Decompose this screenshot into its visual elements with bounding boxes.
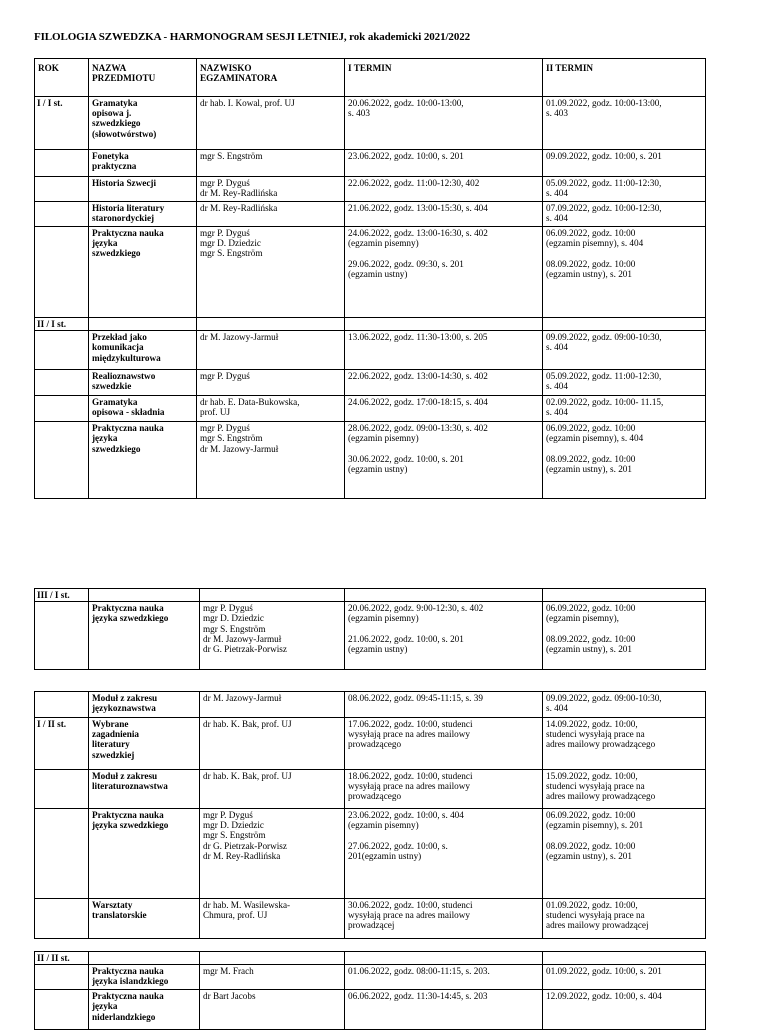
subject-cell: Fonetyka praktyczna [89,150,197,177]
empty-cell [35,770,89,809]
table-row [35,965,706,990]
term1-cell: 01.06.2022, godz. 08:00-11:15, s. 203. [345,965,543,990]
empty-cell [200,589,345,602]
empty-cell [35,370,89,396]
subject-cell: Praktyczna nauka języka niderlandzkiego [89,990,200,1030]
table-row [35,899,706,939]
header-term2: II TERMIN [543,59,706,97]
empty-cell [543,318,706,331]
subject-cell: Historia Szwecji [89,177,197,202]
empty-cell [35,692,89,718]
term1-cell: 22.06.2022, godz. 11:00-12:30, 402 [345,177,543,202]
header-term1: I TERMIN [345,59,543,97]
table-row [35,718,706,770]
subject-cell: Praktyczna nauka języka szwedzkiego [89,809,200,899]
term2-cell: 14.09.2022, godz. 10:00, studenci wysyłają prace na adres mailowy prowadzącego [543,718,706,770]
empty-cell [35,227,89,318]
examiner-cell: mgr P. Dyguś dr M. Rey-Radlińska [197,177,345,202]
examiner-cell: dr Bart Jacobs [200,990,345,1030]
empty-cell [35,396,89,422]
term2-cell: 05.09.2022, godz. 11:00-12:30, s. 404 [543,370,706,396]
subject-cell: Moduł z zakresu literaturoznawstwa [89,770,200,809]
subject-cell: Historia literatury staronordyckiej [89,202,197,227]
term1-cell: 23.06.2022, godz. 10:00, s. 404 (egzamin pisemny) 27.06.2022, godz. 10:00, s. 201(egzamin ustny) [345,809,543,899]
examiner-cell: mgr P. Dyguś [197,370,345,396]
term2-cell: 01.09.2022, godz. 10:00-13:00, s. 403 [543,97,706,150]
schedule-table-4 [34,951,706,1030]
subject-cell: Warsztaty translatorskie [89,899,200,939]
term2-cell: 09.09.2022, godz. 10:00, s. 201 [543,150,706,177]
examiner-cell: dr hab. K. Bak, prof. UJ [200,770,345,809]
term1-cell: 20.06.2022, godz. 10:00-13:00, s. 403 [345,97,543,150]
term2-cell: 07.09.2022, godz. 10:00-12:30, s. 404 [543,202,706,227]
year-label: III / I st. [35,589,89,602]
term2-cell: 01.09.2022, godz. 10:00, s. 201 [543,965,706,990]
section-row [35,318,706,331]
empty-cell [543,952,706,965]
empty-cell [200,952,345,965]
empty-cell [35,331,89,370]
subject-cell: Praktyczna nauka języka szwedzkiego [89,422,197,499]
header-subject: NAZWA PRZEDMIOTU [89,59,197,97]
term1-cell: 24.06.2022, godz. 17:00-18:15, s. 404 [345,396,543,422]
term2-cell: 05.09.2022, godz. 11:00-12:30, s. 404 [543,177,706,202]
empty-cell [35,899,89,939]
section-row [35,589,706,602]
document-title: FILOLOGIA SZWEDZKA - HARMONOGRAM SESJI LETNIEJ, rok akademicki 2021/2022 [34,31,471,43]
examiner-cell: mgr P. Dyguś mgr D. Dziedzic mgr S. Engström [197,227,345,318]
table-row [35,202,706,227]
empty-cell [35,150,89,177]
term1-cell: 17.06.2022, godz. 10:00, studenci wysyłają prace na adres mailowy prowadzącego [345,718,543,770]
subject-cell: Wybrane zagadnienia literatury szwedzkiej [89,718,200,770]
year-label: I / II st. [35,718,89,770]
table-row [35,809,706,899]
empty-cell [35,422,89,499]
empty-cell [35,602,89,670]
table-row [35,422,706,499]
examiner-cell: mgr M. Frach [200,965,345,990]
empty-cell [89,952,200,965]
schedule-table-2 [34,588,706,670]
term1-cell: 23.06.2022, godz. 10:00, s. 201 [345,150,543,177]
term2-cell: 02.09.2022, godz. 10:00- 11.15, s. 404 [543,396,706,422]
examiner-cell: mgr P. Dyguś mgr D. Dziedzic mgr S. Engström dr M. Jazowy-Jarmuł dr G. Pietrzak-Porwisz [200,602,345,670]
empty-cell [35,202,89,227]
empty-cell [35,965,89,990]
empty-cell [345,318,543,331]
examiner-cell: dr M. Rey-Radlińska [197,202,345,227]
table-row [35,602,706,670]
term2-cell: 06.09.2022, godz. 10:00 (egzamin pisemny), s. 201 08.09.2022, godz. 10:00 (egzamin ustny), s. 201 [543,809,706,899]
subject-cell: Przekład jako komunikacja międzykulturowa [89,331,197,370]
empty-cell [197,318,345,331]
term1-cell: 30.06.2022, godz. 10:00, studenci wysyłają prace na adres mailowy prowadzącej [345,899,543,939]
term1-cell: 18.06.2022, godz. 10:00, studenci wysyłają prace na adres mailowy prowadzącego [345,770,543,809]
header-rok: ROK [35,59,89,97]
table-row [35,97,706,150]
empty-cell [89,589,200,602]
examiner-cell: dr hab. E. Data-Bukowska, prof. UJ [197,396,345,422]
examiner-cell: dr hab. M. Wasilewska- Chmura, prof. UJ [200,899,345,939]
year-label: II / II st. [35,952,89,965]
table-row [35,331,706,370]
empty-cell [345,589,543,602]
empty-cell [35,177,89,202]
term2-cell: 06.09.2022, godz. 10:00 (egzamin pisemny), 08.09.2022, godz. 10:00 (egzamin ustny), s. 201 [543,602,706,670]
term2-cell: 12.09.2022, godz. 10:00, s. 404 [543,990,706,1030]
examiner-cell: dr hab. K. Bak, prof. UJ [200,718,345,770]
term2-cell: 01.09.2022, godz. 10:00, studenci wysyłają prace na adres mailowy prowadzącej [543,899,706,939]
empty-cell [35,809,89,899]
subject-cell: Realioznawstwo szwedzkie [89,370,197,396]
subject-cell: Moduł z zakresu językoznawstwa [89,692,200,718]
subject-cell: Praktyczna nauka języka islandzkiego [89,965,200,990]
empty-cell [543,589,706,602]
term1-cell: 24.06.2022, godz. 13:00-16:30, s. 402 (egzamin pisemny) 29.06.2022, godz. 09:30, s. 201 (egzamin ustny) [345,227,543,318]
year-label: I / I st. [35,97,89,150]
term2-cell: 06.09.2022, godz. 10:00 (egzamin pisemny), s. 404 08.09.2022, godz. 10:00 (egzamin ustny), s. 201 [543,227,706,318]
section-row [35,952,706,965]
empty-cell [89,318,197,331]
subject-cell: Praktyczna nauka języka szwedzkiego [89,602,200,670]
schedule-table-3 [34,691,706,939]
term1-cell: 13.06.2022, godz. 11:30-13:00, s. 205 [345,331,543,370]
examiner-cell: dr M. Jazowy-Jarmuł [197,331,345,370]
term1-cell: 20.06.2022, godz. 9:00-12:30, s. 402 (egzamin pisemny) 21.06.2022, godz. 10:00, s. 201 (egzamin ustny) [345,602,543,670]
schedule-table-1 [34,58,706,499]
table-row [35,396,706,422]
term1-cell: 28.06.2022, godz. 09:00-13:30, s. 402 (egzamin pisemny) 30.06.2022, godz. 10:00, s. 201 (egzamin ustny) [345,422,543,499]
year-label: II / I st. [35,318,89,331]
table-row [35,177,706,202]
term1-cell: 21.06.2022, godz. 13:00-15:30, s. 404 [345,202,543,227]
term1-cell: 06.06.2022, godz. 11:30-14:45, s. 203 [345,990,543,1030]
subject-cell: Praktyczna nauka języka szwedzkiego [89,227,197,318]
term2-cell: 15.09.2022, godz. 10:00, studenci wysyłają prace na adres mailowy prowadzącego [543,770,706,809]
empty-cell [345,952,543,965]
examiner-cell: dr hab. I. Kowal, prof. UJ [197,97,345,150]
term2-cell: 06.09.2022, godz. 10:00 (egzamin pisemny), s. 404 08.09.2022, godz. 10:00 (egzamin ustny), s. 201 [543,422,706,499]
header-examiner: NAZWISKO EGZAMINATORA [197,59,345,97]
examiner-cell: mgr P. Dyguś mgr D. Dziedzic mgr S. Engström dr G. Pietrzak-Porwisz dr M. Rey-Radlińska [200,809,345,899]
examiner-cell: mgr S. Engström [197,150,345,177]
term2-cell: 09.09.2022, godz. 09:00-10:30, s. 404 [543,692,706,718]
table-row [35,770,706,809]
table-row [35,150,706,177]
subject-cell: Gramatyka opisowa - składnia [89,396,197,422]
table-row [35,692,706,718]
term1-cell: 22.06.2022, godz. 13:00-14:30, s. 402 [345,370,543,396]
examiner-cell: dr M. Jazowy-Jarmuł [200,692,345,718]
subject-cell: Gramatyka opisowa j. szwedzkiego (słowotwórstwo) [89,97,197,150]
term2-cell: 09.09.2022, godz. 09:00-10:30, s. 404 [543,331,706,370]
header-row [35,59,706,97]
table-row [35,370,706,396]
examiner-cell: mgr P. Dyguś mgr S. Engström dr M. Jazowy-Jarmuł [197,422,345,499]
term1-cell: 08.06.2022, godz. 09:45-11:15, s. 39 [345,692,543,718]
table-row [35,227,706,318]
